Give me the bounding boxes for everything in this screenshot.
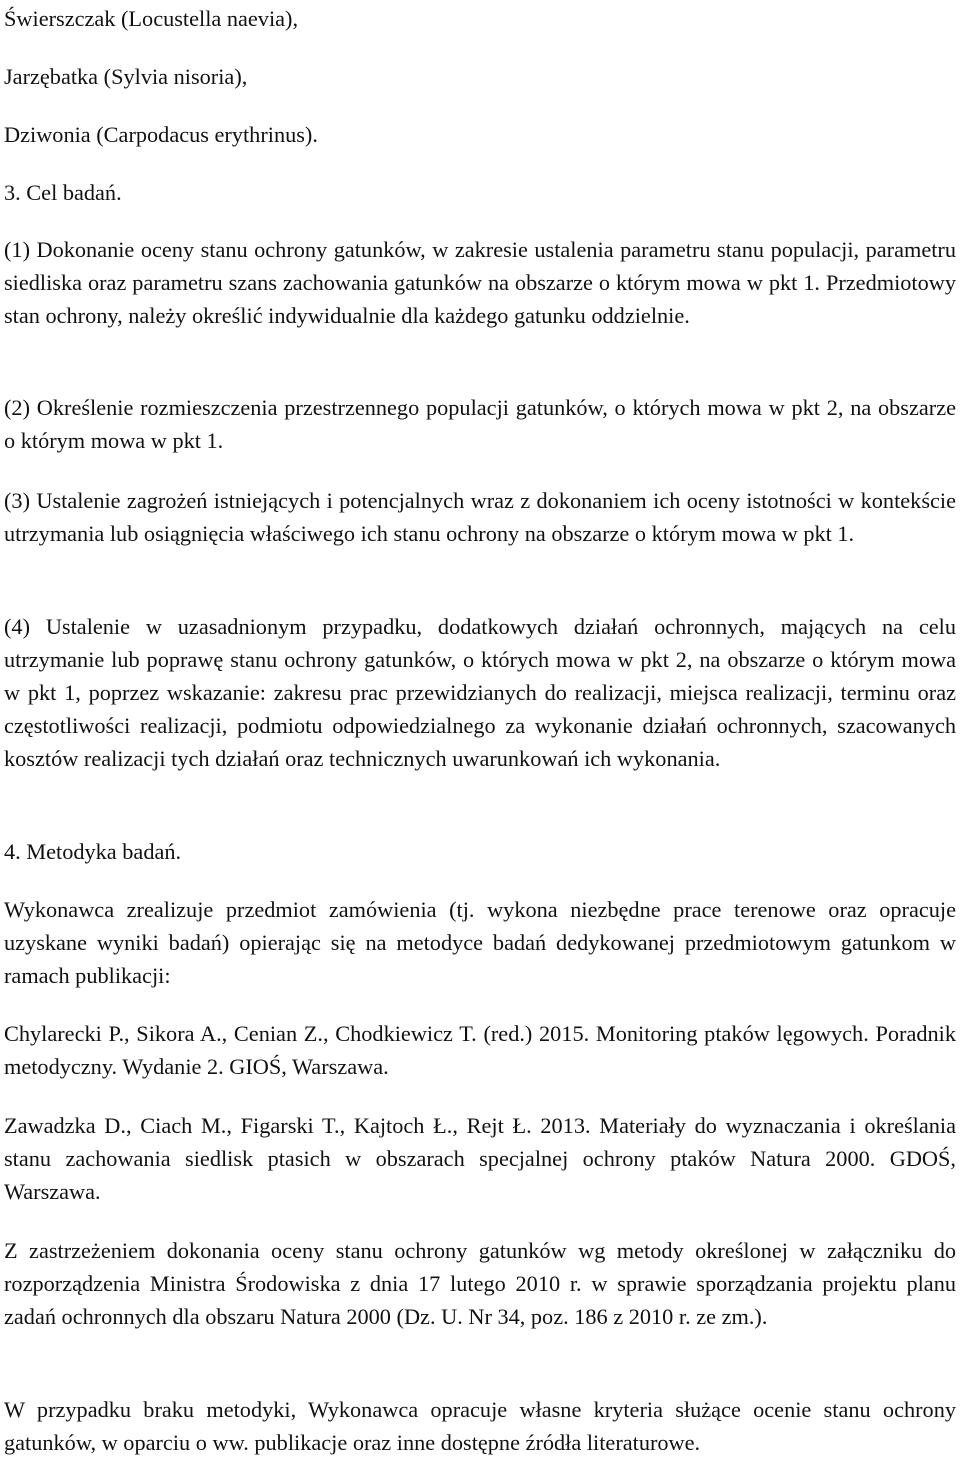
species-item-1: Świerszczak (Locustella naevia), [4,6,299,31]
section-3-item-2: (2) Określenie rozmieszczenia przestrzennego populacji gatunków, o których mowa w pkt 2, na obszarze o którym mowa w pkt 1. [4,395,956,453]
section-3-item-1: (1) Dokonanie oceny stanu ochrony gatunków, w zakresie ustalenia parametru stanu populacji, parametru siedliska oraz parametru szans zachowania gatunków na obszarze o którym mowa w pkt 1. Przedmiotowy stan ochrony, należy określić indywidualnie dla każdego gatunku oddzielnie. [4,237,956,328]
species-item-3: Dziwonia (Carpodacus erythrinus). [4,122,318,147]
section-4-intro: Wykonawca zrealizuje przedmiot zamówienia (tj. wykona niezbędne prace terenowe oraz opracuje uzyskane wyniki badań) opierając się na metodyce badań dedykowanej przedmiotowym gatunkom w ramach publikacji: [4,897,956,988]
section-4-heading: 4. Metodyka badań. [4,839,182,864]
species-item-2: Jarzębatka (Sylvia nisoria), [4,64,248,89]
reference-2: Zawadzka D., Ciach M., Figarski T., Kajtoch Ł., Rejt Ł. 2013. Materiały do wyznaczania i określania stanu zachowania siedlisk ptasich w obszarach specjalnej ochrony ptaków Natura 2000. GDOŚ, Warszawa. [4,1113,956,1204]
no-method-note: W przypadku braku metodyki, Wykonawca opracuje własne kryteria służące ocenie stanu ochrony gatunków, w oparciu o ww. publikacje oraz inne dostępne źródła literaturowe. [4,1397,956,1455]
reference-1: Chylarecki P., Sikora A., Cenian Z., Chodkiewicz T. (red.) 2015. Monitoring ptaków lęgowych. Poradnik metodyczny. Wydanie 2. GIOŚ, Warszawa. [4,1021,956,1079]
section-3-item-3: (3) Ustalenie zagrożeń istniejących i potencjalnych wraz z dokonaniem ich oceny istotności w kontekście utrzymania lub osiągnięcia właściwego ich stanu ochrony na obszarze o którym mowa w pkt 1. [4,488,956,546]
method-reservation: Z zastrzeżeniem dokonania oceny stanu ochrony gatunków wg metody określonej w załączniku do rozporządzenia Ministra Środowiska z dnia 17 lutego 2010 r. w sprawie sporządzania projektu planu zadań ochronnych dla obszaru Natura 2000 (Dz. U. Nr 34, poz. 186 z 2010 r. ze zm.). [4,1238,956,1329]
section-3-item-4: (4) Ustalenie w uzasadnionym przypadku, dodatkowych działań ochronnych, mających na celu utrzymanie lub poprawę stanu ochrony gatunków, o których mowa w pkt 2, na obszarze o którym mowa w pkt 1, poprzez wskazanie: zakresu prac przewidzianych do realizacji, miejsca realizacji, terminu oraz częstotliwości realizacji, podmiotu odpowiedzialnego za wykonanie działań ochronnych, szacowanych kosztów realizacji tych działań oraz technicznych uwarunkowań ich wykonania. [4,614,956,771]
section-3-heading: 3. Cel badań. [4,180,122,205]
